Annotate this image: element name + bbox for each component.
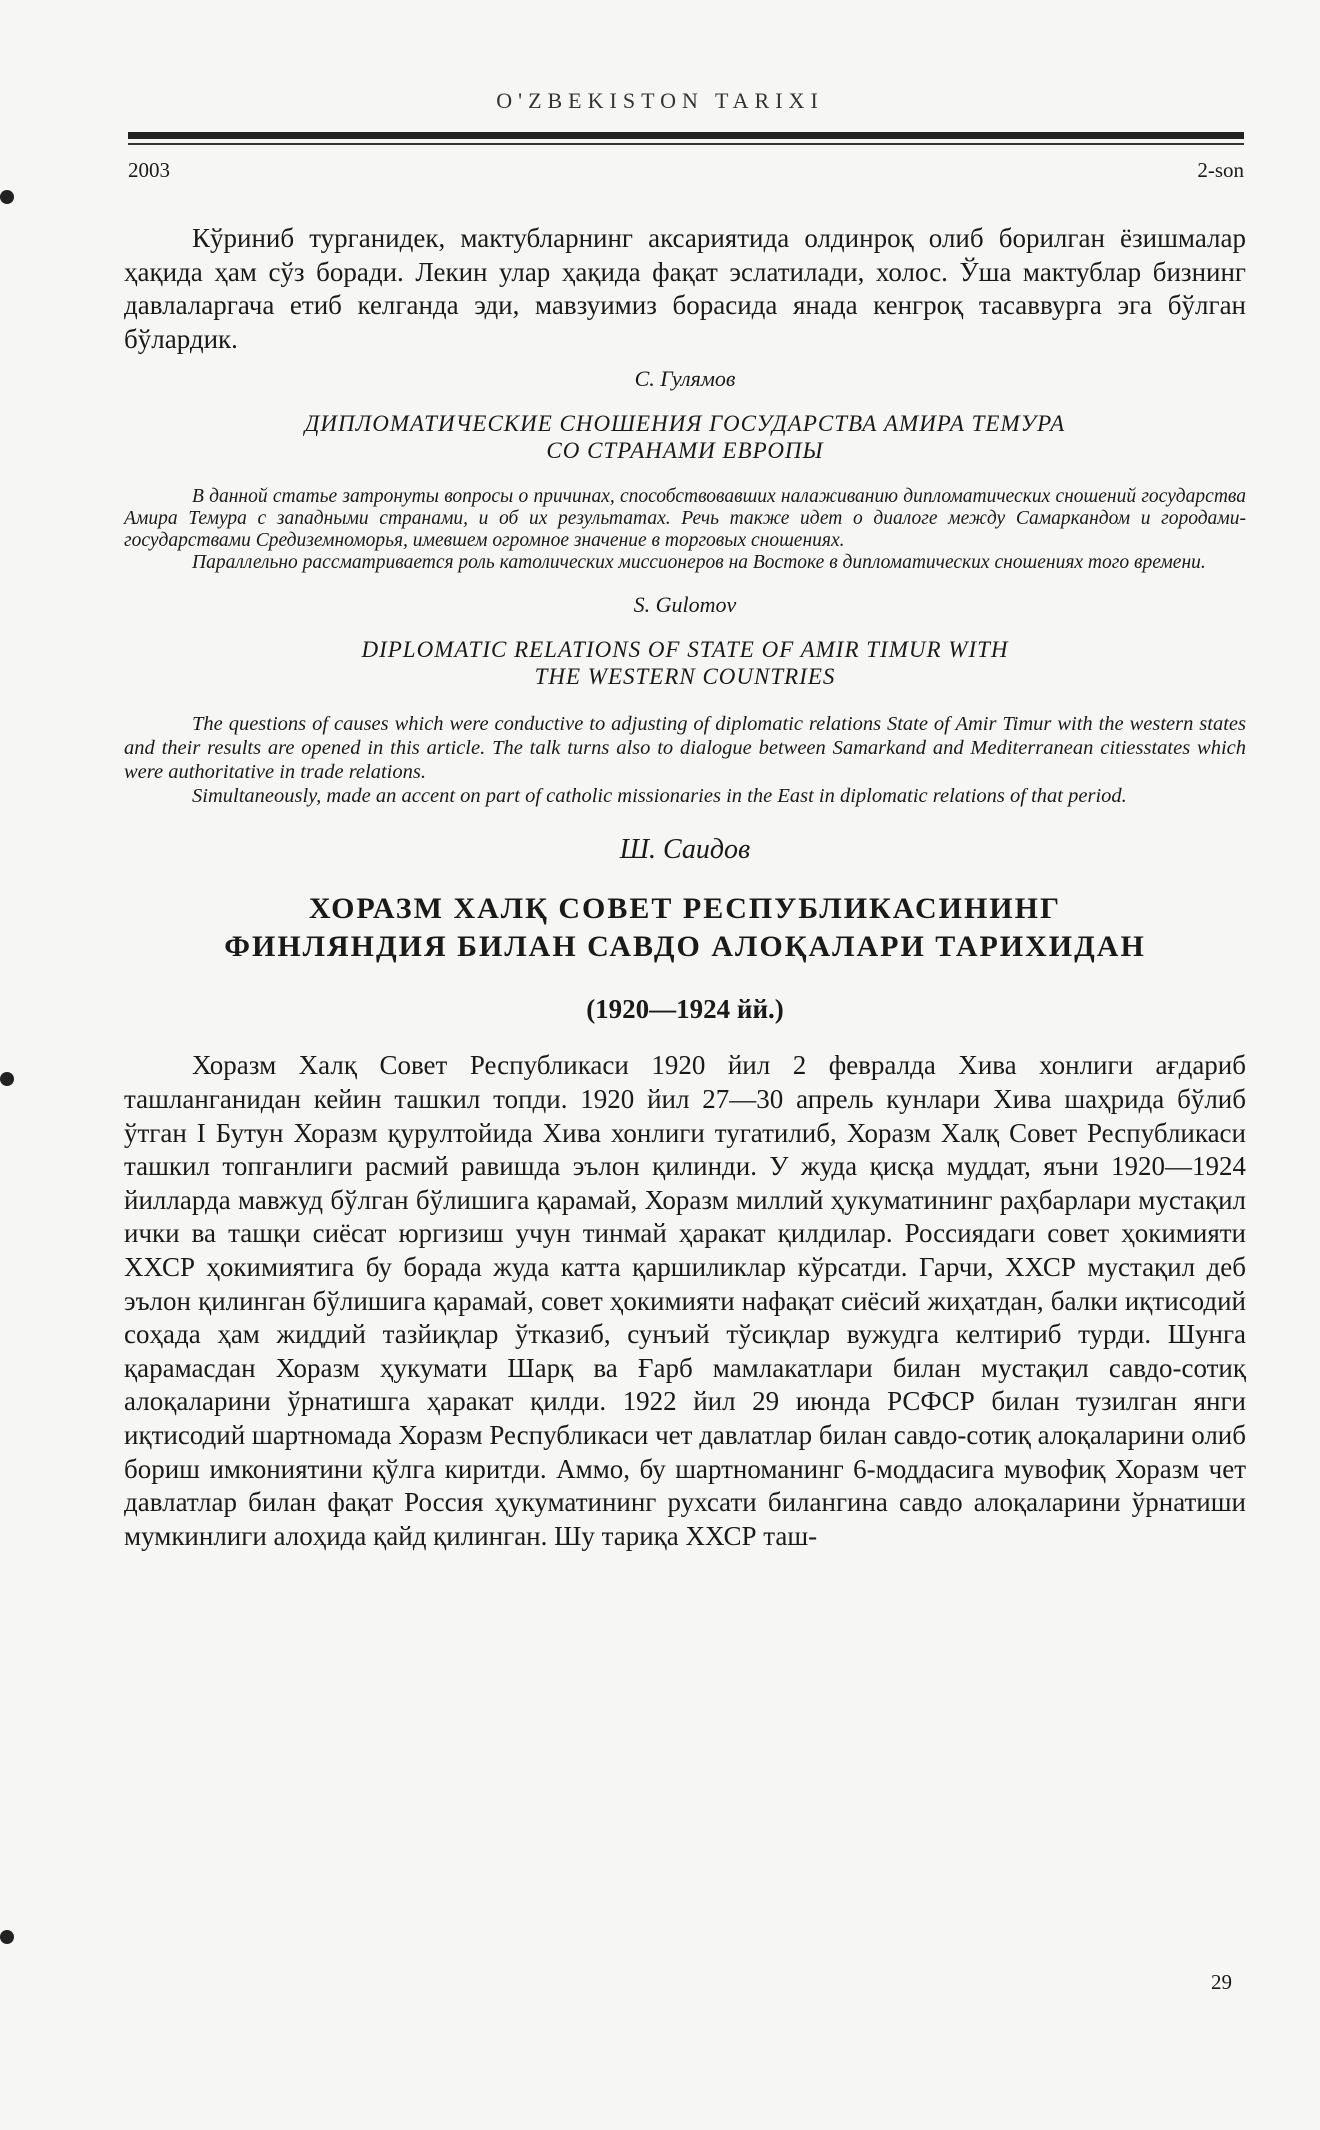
article-author: Ш. Саидов xyxy=(619,834,751,866)
header-rule-thin xyxy=(128,143,1244,145)
abstract-en xyxy=(124,712,1246,808)
punch-hole xyxy=(0,1930,14,1944)
title-en-line1: DIPLOMATIC RELATIONS OF STATE OF AMIR TIMUR WITH xyxy=(361,637,1009,663)
abstract-ru-p2: Параллельно рассматривается роль католических миссионеров на Востоке в дипломатических сношениях того времени. xyxy=(192,552,1206,574)
issue-number: 2-son xyxy=(1197,158,1244,182)
article-title xyxy=(124,890,1246,966)
page-content xyxy=(124,222,1246,1553)
journal-title: O'ZBEKISTON TARIXI xyxy=(496,88,824,113)
punch-hole xyxy=(0,190,14,204)
abstract-ru-p1: В данной статье затронуты вопросы о причинах, способствовавших налаживанию дипломатических сношений государства Амира Темура с западными странами, и об их результатах. Речь также идет о диалоге между Самаркандом и городами-государствами Средиземноморья, имевшем огромное значение в торговых сношениях. xyxy=(124,486,1246,552)
previous-article-ending: Кўриниб турганидек, мактубларнинг аксариятида олдинроқ олиб борилган ёзишмалар ҳақида ҳам сўз боради. Лекин улар ҳақида фақат эслатилади, холос. Ўша мактублар бизнинг давлаларгача етиб келганда эди, мавзуимиз борасида янада кенгроқ тасаввурга эга бўлган бўлардик. xyxy=(124,223,1246,354)
header-rule xyxy=(128,132,1244,139)
punch-hole xyxy=(0,1072,14,1086)
abstract-en-p2: Simultaneously, made an accent on part of catholic missionaries in the East in diplomatic relations of that period. xyxy=(192,785,1127,808)
author-ru: С. Гулямов xyxy=(634,366,736,392)
title-en xyxy=(124,636,1246,690)
issue-year: 2003 xyxy=(128,158,170,182)
title-ru-line1: ДИПЛОМАТИЧЕСКИЕ СНОШЕНИЯ ГОСУДАРСТВА АМИРА ТЕМУРА xyxy=(304,411,1066,437)
author-en: S. Gulomov xyxy=(633,592,737,618)
article-years: (1920—1924 йй.) xyxy=(586,994,784,1025)
title-ru xyxy=(124,410,1246,464)
page-number: 29 xyxy=(1211,1970,1232,1994)
abstract-en-p1: The questions of causes which were conductive to adjusting of diplomatic relations State of Amir Timur with the western states and their results are opened in this article. The talk turns also to dialogue between Samarkand and Mediterranean citiesstates which were authoritative in trade relations. xyxy=(124,713,1246,784)
title-ru-line2: СО СТРАНАМИ ЕВРОПЫ xyxy=(546,438,824,464)
article-title-line1: ХОРАЗМ ХАЛҚ СОВЕТ РЕСПУБЛИКАСИНИНГ xyxy=(308,892,1062,926)
abstract-ru xyxy=(124,486,1246,574)
title-en-line2: THE WESTERN COUNTRIES xyxy=(534,664,836,690)
article-body: Хоразм Халқ Совет Республикаси 1920 йил 2 февралда Хива хонлиги ағдариб ташланганидан кейин ташкил топди. 1920 йил 27—30 апрель кунлари Хива шаҳрида бўлиб ўтган I Бутун Хоразм қурултойида Хива хонлиги тугатилиб, Хоразм Халқ Совет Республикаси ташкил топганлиги расмий равишда эълон қилинди. У жуда қисқа муддат, яъни 1920—1924 йилларда мавжуд бўлган бўлишига қарамай, Хоразм миллий ҳукуматининг раҳбарлари мустақил ички ва ташқи сиёсат юргизиш учун тинмай ҳаракат қилдилар. Россиядаги совет ҳокимияти ХХСР ҳокимиятига бу борада жуда катта қаршиликлар кўрсатди. Гарчи, ХХСР мустақил деб эълон қилинган бўлишига қарамай, совет ҳокимияти нафақат сиёсий жиҳатдан, балки иқтисодий соҳада ҳам жиддий тазйиқлар ўтказиб, сунъий тўсиқлар вужудга келтириб турди. Шунга қарамасдан Хоразм ҳукумати Шарқ ва Ғарб мамлакатлари билан мустақил савдо-сотиқ алоқаларини ўрнатишга ҳаракат қилди. 1922 йил 29 июнда РСФСР билан тузилган янги иқтисодий шартномада Хоразм Республикаси чет давлатлар билан савдо-сотиқ алоқаларини олиб бориш имкониятини қўлга киритди. Аммо, бу шартноманинг 6-моддасига мувофиқ Хоразм чет давлатлар билан фақат Россия ҳукуматининг рухсати билангина савдо алоқаларини ўрнатиши мумкинлиги алоҳида қайд қилинган. Шу тариқа ХХСР таш- xyxy=(124,1050,1246,1551)
article-title-line2: ФИНЛЯНДИЯ БИЛАН САВДО АЛОҚАЛАРИ ТАРИХИДАН xyxy=(224,930,1146,964)
